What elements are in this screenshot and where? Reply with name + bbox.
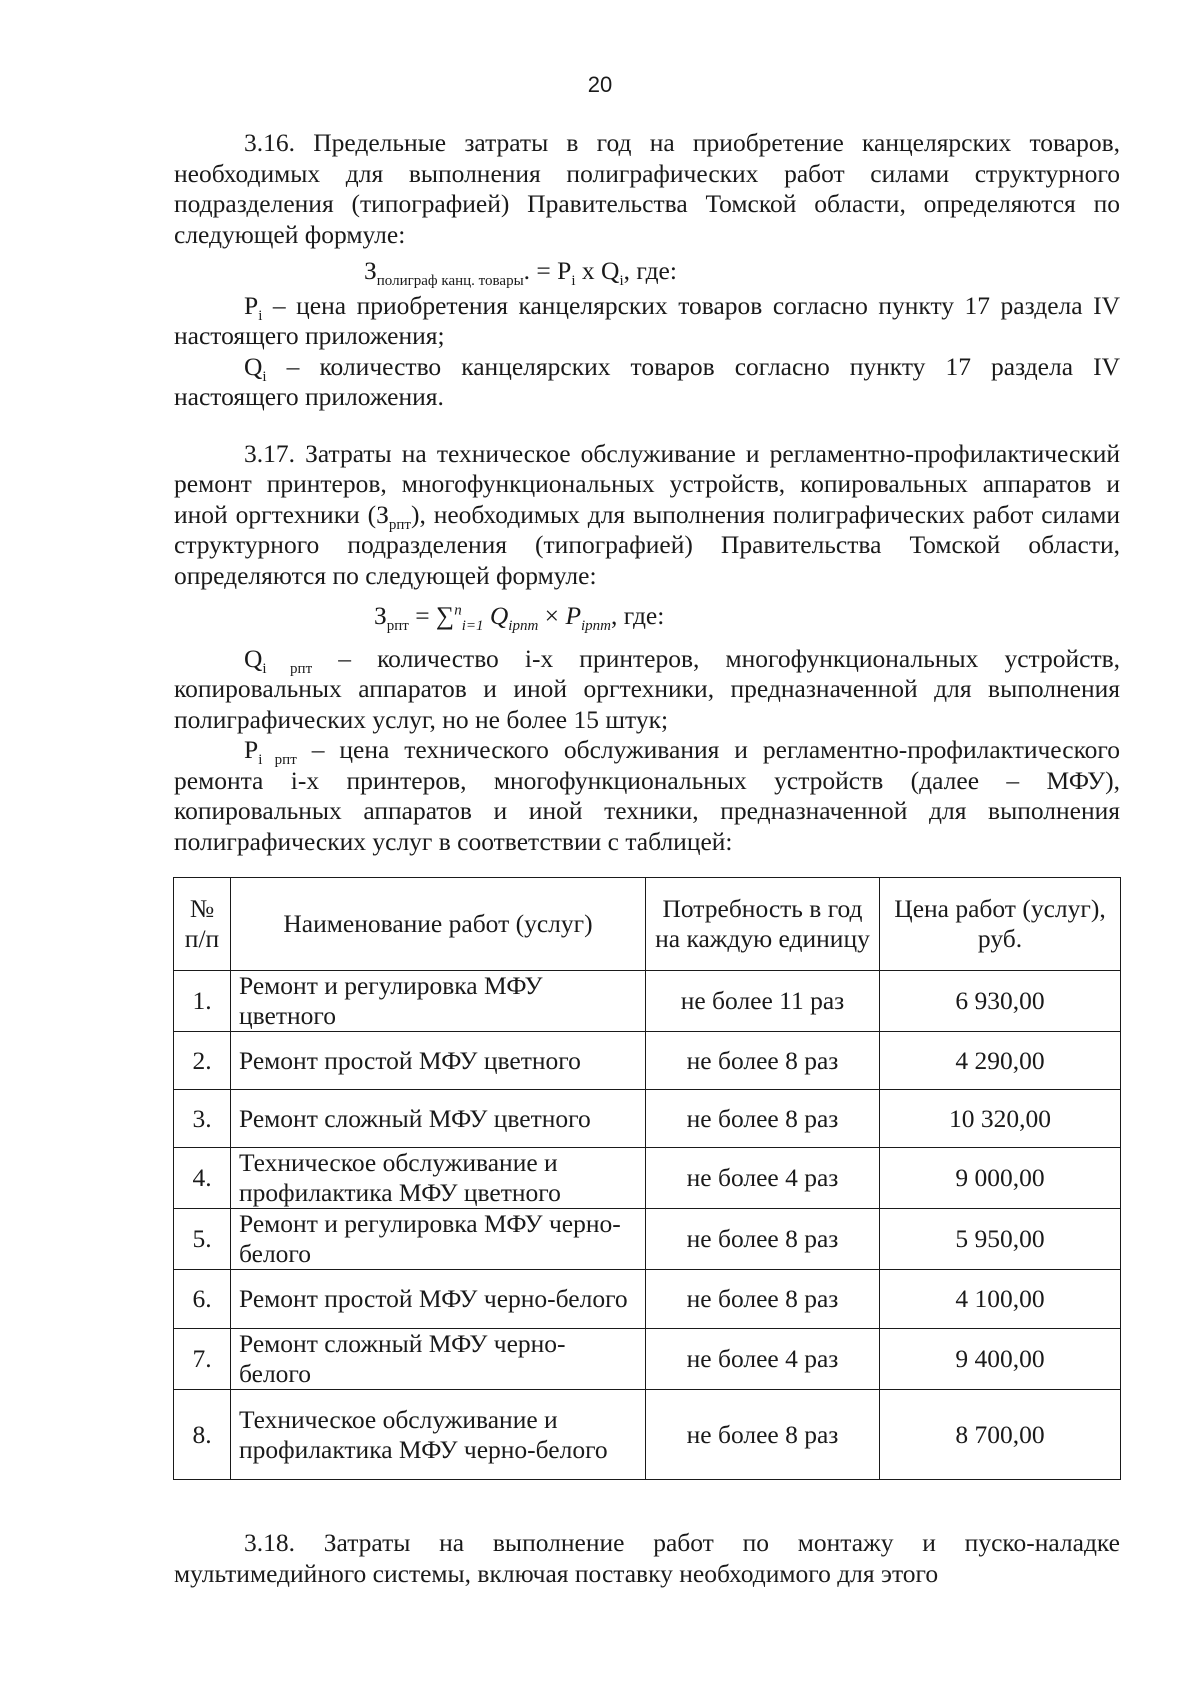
cell-name: Ремонт и регулировка МФУ черно-белого: [231, 1209, 646, 1270]
cell-price: 4 290,00: [880, 1032, 1121, 1090]
formula-lhs-sub: полиграф канц. товары: [376, 273, 524, 290]
paragraph-3-17: [174, 439, 1120, 592]
cell-need: не более 8 раз: [646, 1032, 880, 1090]
paragraph-3-16: 3.16. Предельные затраты в год на приобретение канцелярских товаров, необходимых для выполнения полиграфических работ силами структурного подразделения (типографией) Правительства Томской области, определяются по следующей формуле:: [174, 128, 1120, 249]
cell-need: не более 8 раз: [646, 1090, 880, 1148]
definition-qi: [174, 352, 1120, 413]
cell-name: Ремонт сложный МФУ цветного: [231, 1090, 646, 1148]
definition-text: – количество i-x принтеров, многофункциональных устройств, копировальных аппаратов и иной оргтехники, предназначенной для выполнения полиграфических услуг, но не более 15 штук;: [174, 643, 1120, 734]
cell-need: не более 4 раз: [646, 1148, 880, 1209]
main-text: [174, 128, 1120, 857]
cell-number: 3.: [174, 1090, 231, 1148]
cell-number: 4.: [174, 1148, 231, 1209]
formula-lhs: З: [374, 601, 387, 630]
cell-number: 1.: [174, 971, 231, 1032]
definition-pi: [174, 291, 1120, 352]
definition-symbol-sub: i рпт: [258, 752, 297, 769]
definition-text: – количество канцелярских товаров согласно пункту 17 раздела IV настоящего приложения.: [174, 351, 1120, 411]
definition-symbol: Q: [244, 351, 263, 381]
table-row: [174, 1270, 1121, 1329]
cell-need: не более 8 раз: [646, 1209, 880, 1270]
formula-q-sub: iрпт: [508, 618, 539, 635]
cell-number: 6.: [174, 1270, 231, 1329]
cell-price: 9 400,00: [880, 1329, 1121, 1390]
definition-symbol: P: [244, 290, 259, 320]
paragraph-3-17-part-a: 3.17. Затраты на техническое обслуживание и регламентно-профилактический ремонт принтеров, многофункциональных устройств, копировальных аппаратов и иной оргтехники (З: [174, 438, 1120, 529]
formula-p-sub: i: [571, 273, 576, 290]
definition-symbol: P: [244, 735, 259, 764]
formula-lhs: З: [364, 256, 377, 285]
definition-text: – цена технического обслуживания и регламентно-профилактического ремонта i-x принтеров, многофункциональных устройств (далее – МФУ), копировальных аппаратов и иной техники, предназначенной для выполнения полиграфических услуг в соответствии с таблицей:: [174, 735, 1120, 856]
formula-p-sub: iрпт: [581, 618, 612, 635]
cell-number: 8.: [174, 1390, 231, 1480]
cell-price: 8 700,00: [880, 1390, 1121, 1480]
formula-tail: , где:: [623, 256, 677, 285]
table-row: [174, 1090, 1121, 1148]
cell-number: 5.: [174, 1209, 231, 1270]
cell-need: не более 8 раз: [646, 1390, 880, 1480]
definition-text: – цена приобретения канцелярских товаров согласно пункту 17 раздела IV настоящего приложения;: [174, 290, 1120, 350]
cell-price: 5 950,00: [880, 1209, 1121, 1270]
spacer: [174, 413, 1120, 439]
cell-name: Техническое обслуживание и профилактика МФУ цветного: [231, 1148, 646, 1209]
header-name: Наименование работ (услуг): [231, 878, 646, 971]
cell-price: 10 320,00: [880, 1090, 1121, 1148]
header-price: Цена работ (услуг), руб.: [880, 878, 1121, 971]
formula-3-16: [174, 256, 1120, 290]
paragraph-3-17-part-b: ), необходимых для выполнения полиграфических работ силами структурного подразделения (типографией) Правительства Томской области, определяются по следующей формуле:: [174, 499, 1120, 590]
page-number: 20: [587, 72, 613, 97]
definition-qi-rpt: [174, 644, 1120, 736]
sum-lower: i=1: [461, 618, 484, 635]
formula-eq: . = P: [523, 256, 572, 285]
table-row: [174, 1209, 1121, 1270]
formula-p: P: [565, 601, 582, 630]
formula-3-17: [174, 601, 1120, 635]
paragraph-3-17-sub: рпт: [388, 516, 411, 533]
formula-lhs-sub: рпт: [386, 618, 409, 635]
paragraph-3-18: 3.18. Затраты на выполнение работ по монтажу и пуско-наладке мультимедийного системы, включая поставку необходимого для этого: [174, 1528, 1120, 1588]
definition-symbol-sub: i: [262, 368, 267, 385]
definition-symbol: Q: [244, 643, 263, 673]
definition-symbol-sub: i рпт: [262, 660, 313, 677]
header-need: Потребность в год на каждую единицу: [646, 878, 880, 971]
table-row: [174, 1032, 1121, 1090]
cell-name: Ремонт сложный МФУ черно-белого: [231, 1329, 646, 1390]
cell-name: Ремонт простой МФУ цветного: [231, 1032, 646, 1090]
cell-need: не более 11 раз: [646, 971, 880, 1032]
cell-need: не более 8 раз: [646, 1270, 880, 1329]
table-header-row: [174, 878, 1121, 971]
definition-pi-rpt: [174, 735, 1120, 857]
cell-name: Ремонт и регулировка МФУ цветного: [231, 971, 646, 1032]
formula-x: x Q: [575, 256, 620, 285]
formula-times: ×: [538, 601, 566, 630]
cell-need: не более 4 раз: [646, 1329, 880, 1390]
table-row: [174, 1329, 1121, 1390]
cell-price: 6 930,00: [880, 971, 1121, 1032]
sum-symbol: ∑: [436, 601, 455, 630]
cell-number: 7.: [174, 1329, 231, 1390]
formula-q-sub: i: [619, 273, 624, 290]
formula-eq: =: [408, 601, 437, 630]
cell-number: 2.: [174, 1032, 231, 1090]
table-row: [174, 1390, 1121, 1480]
maintenance-price-table: [173, 877, 1121, 1480]
following-text: [174, 1528, 1120, 1589]
cell-price: 4 100,00: [880, 1270, 1121, 1329]
cell-name: Ремонт простой МФУ черно-белого: [231, 1270, 646, 1329]
formula-tail: , где:: [611, 601, 665, 630]
formula-q: Q: [483, 601, 509, 630]
header-number: № п/п: [174, 878, 231, 971]
table-row: [174, 1148, 1121, 1209]
table-row: [174, 971, 1121, 1032]
sum-upper: n: [454, 602, 462, 619]
cell-price: 9 000,00: [880, 1148, 1121, 1209]
cell-name: Техническое обслуживание и профилактика МФУ черно-белого: [231, 1390, 646, 1480]
definition-symbol-sub: i: [258, 307, 263, 324]
